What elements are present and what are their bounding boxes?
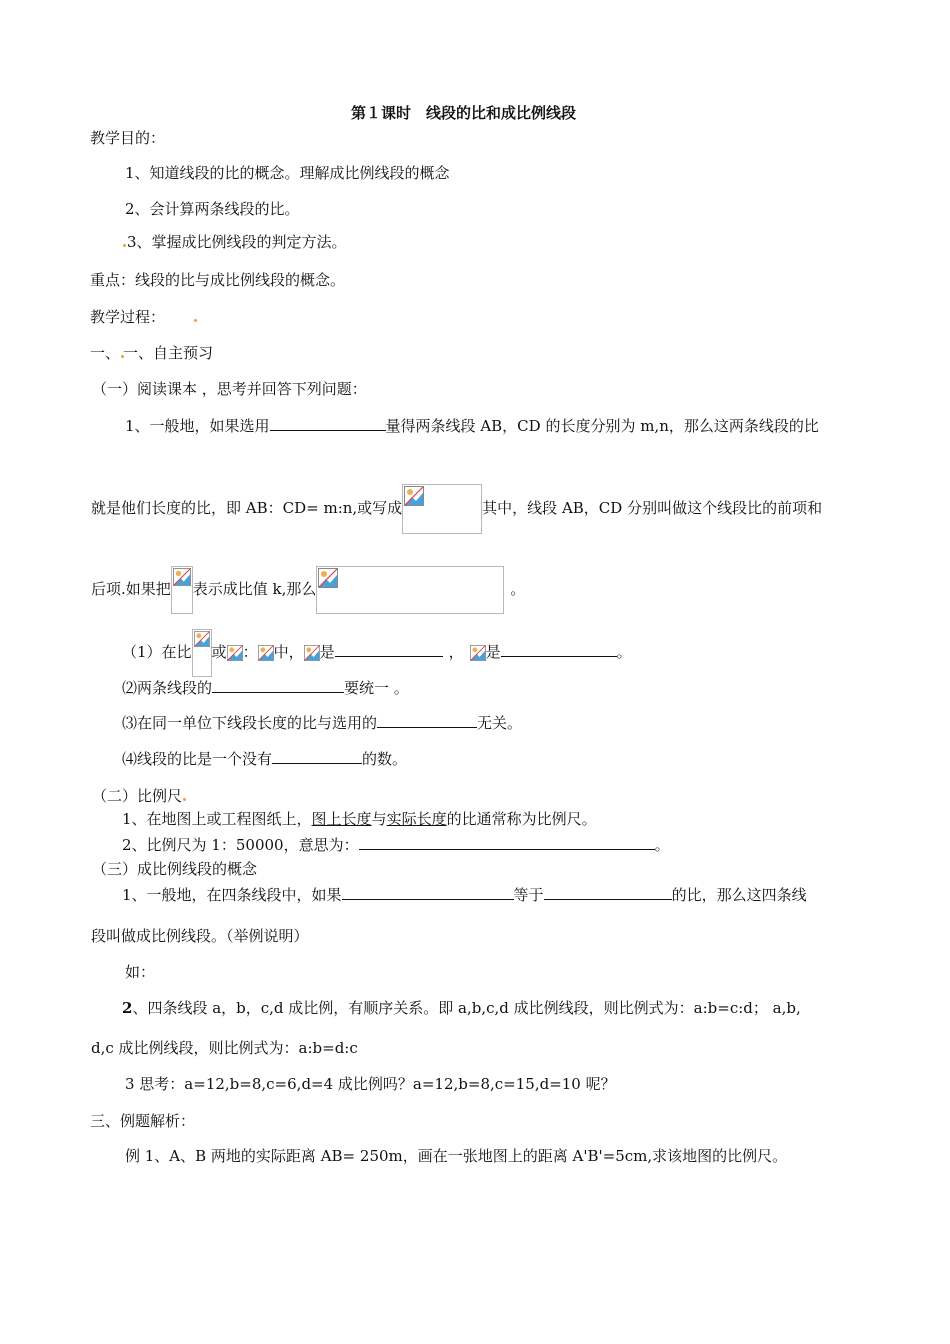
marker-dot [123,244,126,247]
objective-3: 3、掌握成比例线段的判定方法。 [127,233,347,251]
objective-3-line [122,232,347,252]
broken-image-icon [194,631,210,647]
note-4-text-a: ⑷线段的比是一个没有 [122,750,273,768]
broken-image-icon [304,645,320,661]
section-2-heading-line [92,786,187,806]
q1-text-b: 量得两条线段 AB，CD 的长度分别为 m,n，那么这两条线段的比 [385,417,819,435]
formula-image-placeholder [171,566,193,614]
prop-example-label: 如： [125,963,156,981]
answer-blank[interactable] [342,884,514,900]
answer-blank[interactable] [335,641,443,657]
scale-text-c: 的比通常称为比例尺。 [446,810,597,828]
map-length-term: 图上长度 [311,810,372,828]
note-1-text-g: 是 [485,643,501,661]
note-1-text-e: 是 [319,643,335,661]
q1-line-1 [125,415,819,436]
section-3-heading: （三）成比例线段的概念 [92,860,258,878]
answer-blank[interactable] [212,677,344,693]
scale-text-d: 2、比例尺为 1：50000，意思为： [122,836,359,854]
process-label-line [90,307,198,327]
broken-image-icon [318,568,338,588]
q1-text-e: 后项.如果把 [91,580,171,598]
note-3-text-b: 无关。 [477,714,523,732]
objective-1: 1、知道线段的比的概念。理解成比例线段的概念 [125,164,450,182]
answer-blank[interactable] [270,415,386,431]
note-1-text-h: 。 [616,643,632,661]
prop-text-a: 1、一般地，在四条线段中，如果 [122,886,342,904]
scale-line-2 [122,834,670,855]
q1-text-f: 表示成比值 k,那么 [192,580,317,598]
note-3-line [122,712,522,733]
marker-dot [194,319,197,322]
section-1-heading: （一）阅读课本 ，思考并回答下列问题： [92,380,367,398]
section-2-heading: （二）比例尺 [92,787,183,805]
broken-image-icon [227,645,243,661]
actual-length-term: 实际长度 [386,810,447,828]
prop-line-1 [122,884,807,905]
process-label: 教学过程： [90,308,166,326]
note-1-text-a: （1）在比 [122,643,192,661]
formula-image-placeholder [316,566,504,614]
note-1-text-b: 或 [211,643,227,661]
answer-blank[interactable] [544,884,672,900]
answer-blank[interactable] [377,712,477,728]
q1-text-g: 。 [510,580,526,598]
broken-image-icon [173,568,191,586]
note-1-text-d: 中， [273,643,304,661]
part-one-heading: 一、 一、自主预习 [90,344,214,362]
prop-line-2: 段叫做成比例线段。（举例说明） [91,927,309,945]
note-4-text-b: 的数。 [362,750,408,768]
scale-text-a: 1、在地图上或工程图纸上， [122,810,312,828]
broken-image-icon [258,645,274,661]
formula-image-placeholder [402,484,482,534]
formula-image-placeholder [192,629,212,677]
scale-text-e: 。 [654,836,670,854]
note-2-text-a: ⑵两条线段的 [122,679,213,697]
note-1-text-c: ： [242,643,258,661]
q1-text-a: 1、一般地，如果选用 [125,417,270,435]
objectives-label: 教学目的： [90,129,166,147]
item-number: 2 [122,999,133,1017]
prop-line-5: d,c 成比例线段，则比例式为：a:b=d:c [91,1039,358,1057]
prop-text-d: 、四条线段 a，b，c,d 成比例，有顺序关系。即 a,b,c,d 成比例线段，则比例式为：a:b=c:d； a,b, [132,999,801,1017]
key-point: 重点：线段的比与成比例线段的概念。 [90,271,346,289]
page-title: 第１课时 线段的比和成比例线段 [351,104,577,122]
note-4-line [122,748,407,769]
objective-2: 2、会计算两条线段的比。 [125,200,300,218]
q1-text-d: 其中，线段 AB，CD 分别叫做这个线段比的前项和 [482,499,823,517]
prop-line-4 [122,998,801,1018]
part-one-text: 一、自主预习 [123,344,214,362]
q1-text-c: 就是他们长度的比，即 AB：CD= m:n,或写成 [91,499,403,517]
scale-text-b: 与 [371,810,387,828]
note-2-line [122,677,409,698]
prop-text-b: 等于 [513,886,544,904]
note-1-text-f: ， [448,643,464,661]
think-question: 3 思考：a=12,b=8,c=6,d=4 成比例吗？a=12,b=8,c=15,d=10 呢？ [125,1075,616,1093]
answer-blank[interactable] [501,641,617,657]
scale-line-1 [122,809,597,829]
marker-dot [183,798,186,801]
part-three-heading: 三、例题解析： [90,1112,196,1130]
answer-blank[interactable] [359,834,655,850]
note-3-text-a: ⑶在同一单位下线段长度的比与选用的 [122,714,378,732]
broken-image-icon [470,645,486,661]
q1-line-2 [91,484,822,534]
q1-line-3 [91,566,525,614]
example-1: 例 1、A、B 两地的实际距离 AB= 250m，画在一张地图上的距离 A'B'=5cm,求该地图的比例尺。 [125,1147,788,1165]
broken-image-icon [404,486,424,506]
prop-text-c: 的比，那么这四条线 [671,886,807,904]
note-1-line [122,629,632,677]
answer-blank[interactable] [272,748,362,764]
note-2-text-b: 要统一 。 [344,679,409,697]
